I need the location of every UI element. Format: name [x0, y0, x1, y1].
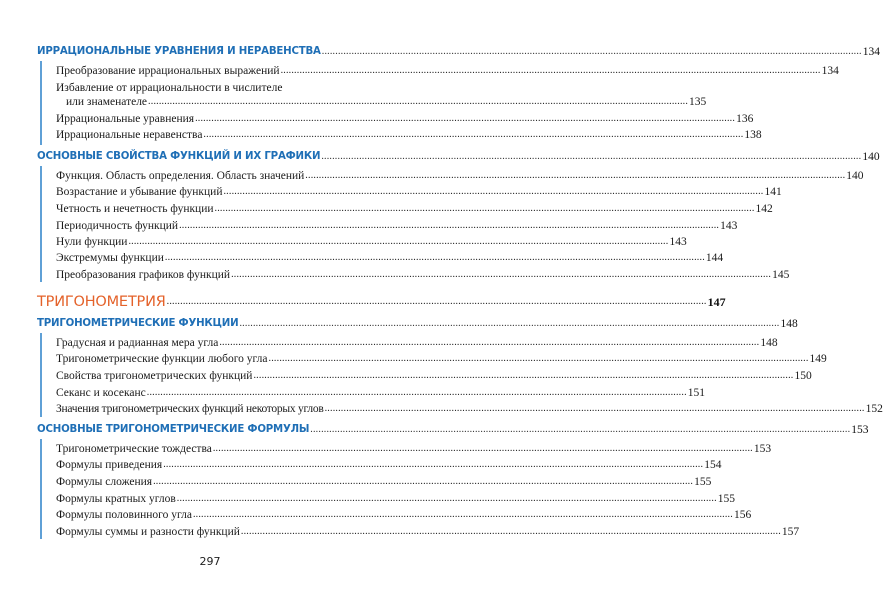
dot-leader: ........................................................................................................................................................................................................	[324, 403, 865, 414]
section-rule	[40, 61, 42, 145]
entry-title: Избавление от иррациональности в числителе	[56, 82, 283, 94]
dot-leader: ........................................................................................................................................................................................................	[195, 113, 736, 124]
toc-entry[interactable]	[56, 185, 782, 199]
dot-leader: ........................................................................................................................................................................................................	[321, 46, 862, 57]
toc-entry[interactable]	[56, 475, 712, 489]
toc-section-heading[interactable]	[37, 317, 798, 331]
toc-entry[interactable]	[56, 369, 812, 383]
entry-page: 148	[760, 337, 778, 349]
entry-page: 138	[744, 129, 762, 141]
dot-leader: ........................................................................................................................................................................................................	[240, 526, 781, 537]
dot-leader: ........................................................................................................................................................................................................	[305, 170, 846, 181]
toc-entry[interactable]	[56, 95, 707, 109]
dot-leader: ........................................................................................................................................................................................................	[219, 337, 760, 348]
dot-leader: ........................................................................................................................................................................................................	[164, 252, 705, 263]
section-page: 153	[851, 424, 869, 436]
entry-title: Периодичность функций	[56, 220, 179, 232]
chapter-page: 147	[707, 295, 726, 309]
toc-section-heading[interactable]	[37, 45, 880, 59]
entry-title: Формулы половинного угла	[56, 509, 192, 521]
entry-title: Преобразования графиков функций	[56, 269, 231, 281]
entry-title: Тригонометрические тождества	[56, 443, 212, 455]
section-title: ИРРАЦИОНАЛЬНЫЕ УРАВНЕНИЯ И НЕРАВЕНСТВА	[37, 46, 321, 57]
dot-leader: ........................................................................................................................................................................................................	[179, 220, 720, 231]
entry-page: 143	[720, 220, 738, 232]
toc-entry[interactable]	[56, 202, 773, 216]
entry-title: Формулы приведения	[56, 459, 163, 471]
section-rule	[40, 333, 42, 417]
toc-entry[interactable]	[56, 219, 738, 233]
section-page: 134	[862, 46, 880, 58]
dot-leader: ........................................................................................................................................................................................................	[166, 296, 707, 307]
toc-entry[interactable]	[56, 235, 687, 249]
entry-page: 143	[669, 236, 687, 248]
dot-leader: ........................................................................................................................................................................................................	[203, 129, 744, 140]
section-title: ОСНОВНЫЕ СВОЙСТВА ФУНКЦИЙ И ИХ ГРАФИКИ	[37, 151, 321, 162]
dot-leader: ........................................................................................................................................................................................................	[192, 509, 733, 520]
dot-leader: ........................................................................................................................................................................................................	[146, 387, 687, 398]
entry-title: Четность и нечетность функции	[56, 203, 214, 215]
entry-page: 154	[704, 459, 722, 471]
dot-leader: ........................................................................................................................................................................................................	[153, 476, 694, 487]
toc-entry[interactable]	[56, 402, 883, 416]
section-rule	[40, 439, 42, 539]
entry-title: Тригонометрические функции любого угла	[56, 353, 268, 365]
entry-page: 140	[846, 170, 864, 182]
toc-entry[interactable]	[56, 386, 706, 400]
entry-page: 153	[753, 443, 772, 455]
entry-page: 144	[705, 252, 724, 264]
entry-page: 155	[694, 476, 712, 488]
section-page: 140	[862, 151, 880, 163]
toc-section-heading[interactable]	[37, 150, 880, 164]
section-title: ОСНОВНЫЕ ТРИГОНОМЕТРИЧЕСКИЕ ФОРМУЛЫ	[37, 424, 310, 435]
toc-entry[interactable]	[56, 492, 736, 506]
toc-entry	[56, 81, 385, 95]
entry-title: Секанс и косеканс	[56, 387, 146, 399]
entry-page: 152	[865, 403, 883, 415]
entry-page: 149	[809, 353, 827, 365]
entry-title: Формулы кратных углов	[56, 493, 176, 505]
entry-page: 156	[733, 509, 752, 521]
entry-page: 157	[781, 526, 800, 538]
dot-leader: ........................................................................................................................................................................................................	[176, 493, 717, 504]
dot-leader: ........................................................................................................................................................................................................	[321, 151, 862, 162]
entry-title: Иррациональные уравнения	[56, 113, 195, 125]
entry-title: Свойства тригонометрических функций	[56, 370, 253, 382]
entry-page: 135	[689, 96, 707, 108]
toc-entry[interactable]	[56, 525, 800, 539]
toc-entry[interactable]	[56, 112, 754, 126]
entry-page: 145	[772, 269, 790, 281]
toc-entry[interactable]	[56, 64, 839, 78]
entry-page: 151	[687, 387, 706, 399]
entry-title: Градусная и радианная мера угла	[56, 337, 219, 349]
entry-page: 141	[764, 186, 782, 198]
dot-leader: ........................................................................................................................................................................................................	[310, 424, 851, 435]
dot-leader: ........................................................................................................................................................................................................	[231, 269, 772, 280]
dot-leader: ........................................................................................................................................................................................................	[214, 203, 755, 214]
entry-title: Возрастание и убывание функций	[56, 186, 223, 198]
entry-title: Преобразование иррациональных выражений	[56, 65, 280, 77]
dot-leader: ........................................................................................................................................................................................................	[280, 65, 821, 76]
entry-title: Экстремумы функции	[56, 252, 164, 264]
section-rule	[40, 166, 42, 282]
entry-page: 155	[717, 493, 736, 505]
entry-title: Формулы суммы и разности функций	[56, 526, 240, 538]
dot-leader: ........................................................................................................................................................................................................	[223, 186, 764, 197]
section-page: 148	[780, 318, 798, 330]
toc-entry[interactable]	[56, 458, 722, 472]
dot-leader: ........................................................................................................................................................................................................	[212, 443, 753, 454]
dot-leader: ........................................................................................................................................................................................................	[163, 459, 704, 470]
entry-title: Значения тригонометрических функций некоторых углов	[56, 403, 324, 415]
toc-entry[interactable]	[56, 268, 790, 282]
entry-title: Формулы сложения	[56, 476, 153, 488]
entry-title: Нули функции	[56, 236, 128, 248]
toc-entry[interactable]	[56, 251, 724, 265]
toc-entry[interactable]	[56, 169, 864, 183]
entry-title-continued: или знаменателе	[66, 96, 148, 108]
entry-page: 134	[821, 65, 839, 77]
toc-entry[interactable]	[56, 128, 762, 142]
toc-chapter-heading[interactable]	[37, 294, 726, 310]
toc-section-heading[interactable]	[37, 423, 869, 437]
toc-entry[interactable]	[56, 442, 772, 456]
page-number: 297	[199, 555, 221, 568]
dot-leader: ........................................................................................................................................................................................................	[128, 236, 669, 247]
toc-entry[interactable]	[56, 352, 827, 366]
toc-entry[interactable]	[56, 336, 778, 350]
dot-leader: ........................................................................................................................................................................................................	[253, 370, 794, 381]
entry-title: Функция. Область определения. Область значений	[56, 170, 305, 182]
section-title: ТРИГОНОМЕТРИЧЕСКИЕ ФУНКЦИИ	[37, 318, 239, 329]
entry-page: 136	[736, 113, 754, 125]
chapter-title: ТРИГОНОМЕТРИЯ	[37, 294, 166, 310]
dot-leader: ........................................................................................................................................................................................................	[239, 318, 780, 329]
entry-page: 150	[794, 370, 812, 382]
entry-page: 142	[755, 203, 773, 215]
entry-title: Иррациональные неравенства	[56, 129, 203, 141]
dot-leader: ........................................................................................................................................................................................................	[268, 353, 809, 364]
dot-leader: ........................................................................................................................................................................................................	[148, 96, 689, 107]
toc-entry[interactable]	[56, 508, 752, 522]
